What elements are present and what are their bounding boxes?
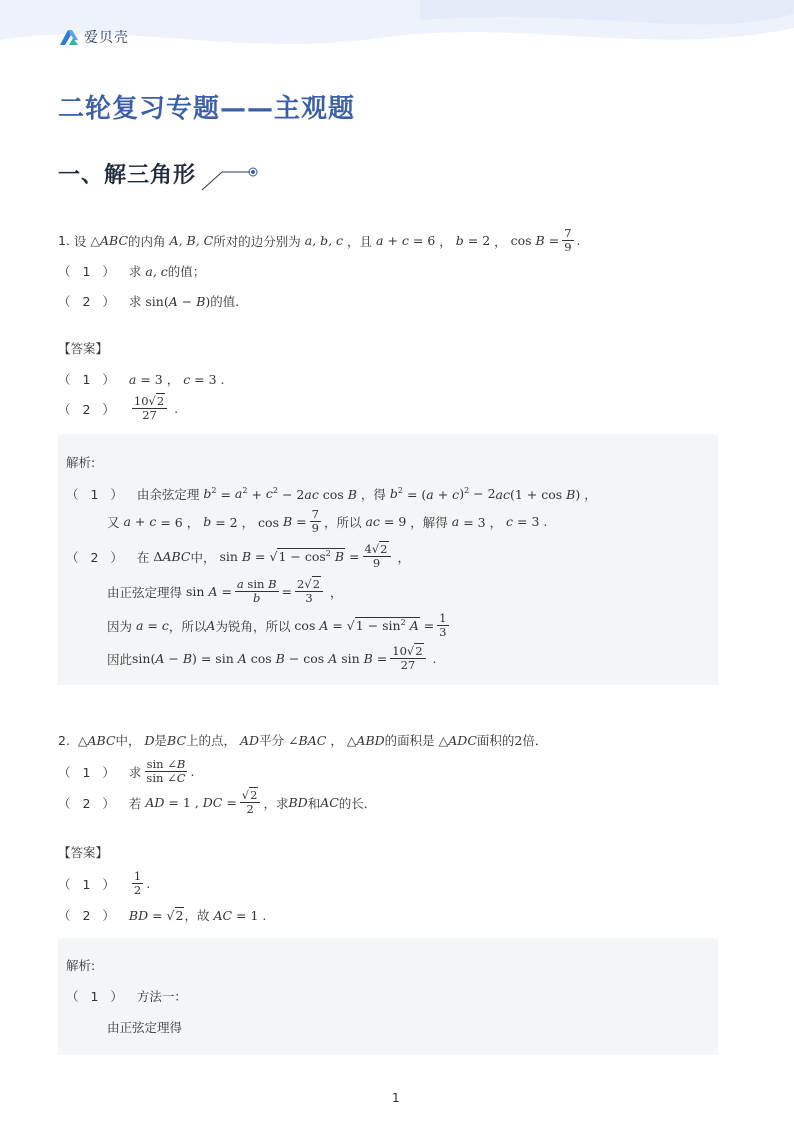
brand-logo-icon <box>58 28 80 46</box>
q1-analysis-1-line2: 又 a + c = 6 ， b = 2 ， cos B = $\frac{7}{9}$ ，所以 ac = 9 ，解得 a = 3 ， c = 3 . <box>107 507 548 535</box>
document-title: 二轮复习专题——主观题 <box>58 94 356 124</box>
q2-analysis-1-line2: 由正弦定理得 <box>107 1020 183 1035</box>
q1-analysis-2-line4: 因此 sin( A − B ) = sin A cos B − cos A sin B = $\frac{10√2}{27}$ . <box>107 644 437 672</box>
q1-part1: （ 1 ） 求 a, c 的值； <box>58 263 206 279</box>
q1-answer-2: （ 2 ） $\frac{10√2}{27}$ . <box>58 394 179 422</box>
section-title: 一、解三角形 <box>58 163 197 188</box>
q2-answer-label: 【答案】 <box>58 845 109 860</box>
brand <box>58 27 129 47</box>
q1-analysis-2-line2: 由正弦定理得 sin A = $\frac{\text{a sin B}}{b}$ = $\frac{2√2}{3}$ ， <box>107 577 343 605</box>
q1-analysis-label: 解析: <box>66 455 96 470</box>
q2-stem: 2. △ ABC 中， D 是 BC 上的点， AD 平分 ∠ BAC ， △ ABD 的面积是 △ ADC 面积的 2 倍． <box>58 732 548 748</box>
q2-part2: （ 2 ） 若 AD = 1 , DC = $\frac{√2}{2}$ ，求 BD 和 AC 的长． <box>58 788 377 816</box>
q1-analysis-2: （ 2 ） 在 Δ ABC 中， sin B = $√1 - \cos^2 B$ = $\frac{4√2}{9}$ ， <box>66 542 410 570</box>
q1-answer-label: 【答案】 <box>58 341 109 356</box>
q2-analysis-1: （ 1 ） 方法一： <box>66 989 187 1004</box>
q1-answer-1: （ 1 ） a = 3 ， c = 3 . <box>58 371 225 387</box>
q1-stem: 1. 设 △ ABC 的内角 A, B, C 所对的边分别为 a, b, c ，且 a + c = 6 ， b = 2 ， cos B = $\frac{7}{9}$ . <box>58 226 581 254</box>
q2-answer-2: （ 2 ） BD = √2 ，故 AC = 1 . <box>58 907 267 923</box>
section-title-decoration-icon <box>200 162 262 192</box>
brand-name: 爱贝壳 <box>84 30 129 46</box>
q2-part1: （ 1 ） 求 $\frac{\sin \angle B}{\sin \angle C}$ . <box>58 757 195 785</box>
page-number: 1 <box>392 1091 400 1105</box>
q1-analysis-2-line3: 因为 a = c ，所以 A 为锐角，所以 cos A = $√1 - \sin^2 A$ = $\frac{1}{3}$ <box>107 611 447 639</box>
q2-analysis-label: 解析: <box>66 958 96 973</box>
q1-analysis-1: （ 1 ） 由余弦定理 $b^2$ = $a^2$ + $c^2$ − 2 ac cos B ，得 $b^2$ = ( a + c )$^2$ − 2 ac (1 + cos B ) ， <box>66 486 597 502</box>
q1-part2: （ 2 ） 求 sin( A − B ) 的值． <box>58 293 248 309</box>
q2-answer-1: （ 1 ） $\frac{1}{2}$ . <box>58 869 151 897</box>
